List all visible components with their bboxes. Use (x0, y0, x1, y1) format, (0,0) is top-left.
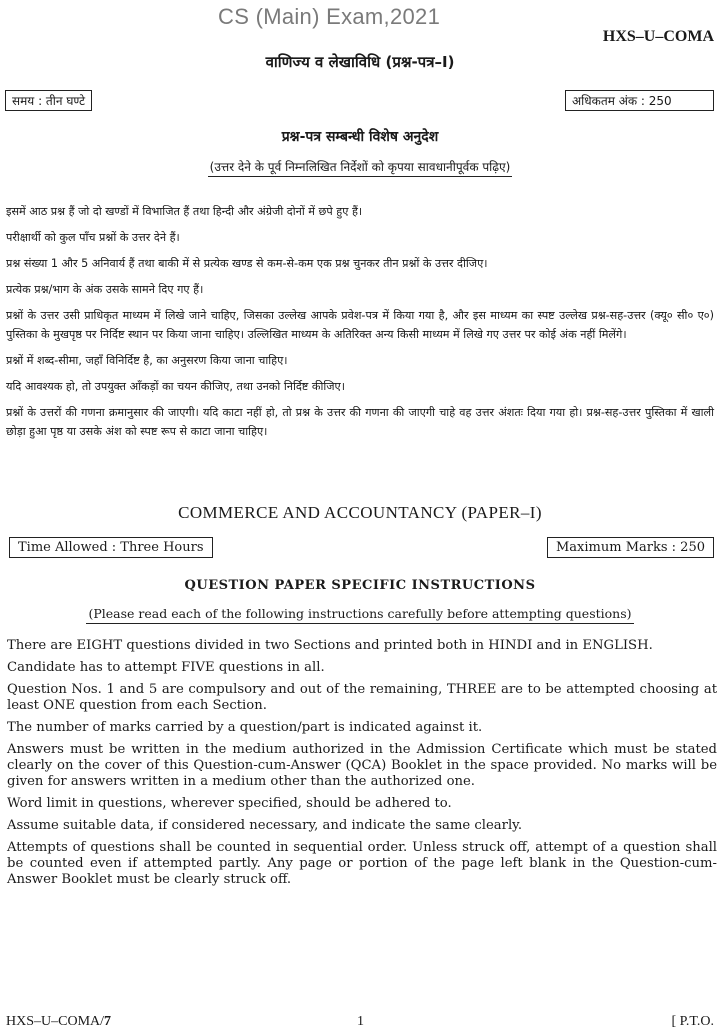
english-instructions-heading: QUESTION PAPER SPECIFIC INSTRUCTIONS (184, 578, 536, 593)
hindi-instruction: यदि आवश्यक हो, तो उपयुक्त आँकड़ों का चयन कीजिए, तथा उनको निर्दिष्ट कीजिए। (6, 380, 345, 393)
hindi-time-allowed: समय : तीन घण्टे (5, 90, 92, 111)
english-instruction: Word limit in questions, wherever specified, should be adhered to. (7, 796, 452, 811)
english-instruction: Answers must be written in the medium authorized in the Admission Certificate which must be stated clearly on the cover of this Question-cum-Answer (QCA) Booklet in the space provided. No marks will be given for answers written in a medium other than the authorized one. (7, 742, 717, 789)
hindi-instruction: इसमें आठ प्रश्न हैं जो दो खण्डों में विभाजित हैं तथा हिन्दी और अंग्रेजी दोनों में छपे हुए हैं। (6, 205, 363, 218)
please-turn-over: [ P.T.O. (671, 1014, 714, 1029)
english-max-marks: Maximum Marks : 250 (547, 537, 714, 558)
english-instruction: Question Nos. 1 and 5 are compulsory and out of the remaining, THREE are to be attempted choosing at least ONE question from each Section. (7, 682, 717, 713)
english-instruction: Candidate has to attempt FIVE questions in all. (7, 660, 325, 675)
hindi-max-marks: अधिकतम अंक : 250 (565, 90, 714, 111)
hindi-instructions-heading: प्रश्न-पत्र सम्बन्धी विशेष अनुदेश (281, 129, 439, 145)
hindi-subheading-text: (उत्तर देने के पूर्व निम्नलिखित निर्देशों को कृपया सावधानीपूर्वक पढ़िए) (208, 160, 513, 177)
english-subheading-text: (Please read each of the following instructions carefully before attempting questions) (86, 606, 633, 624)
english-instruction: The number of marks carried by a question/part is indicated against it. (7, 720, 483, 735)
hindi-instruction: प्रश्नों के उत्तर उसी प्राधिकृत माध्यम में लिखे जाने चाहिए, जिसका उल्लेख आपके प्रवेश-पत्र में किया गया है, और इस माध्यम का स्पष्ट उल्लेख प्रश्न-सह-उत्तर (क्यू० सी० ए०) पुस्तिका के मुखपृष्ठ पर निर्दिष्ट स्थान पर किया जाना चाहिए। उल्लिखित माध्यम के अतिरिक्त अन्य किसी माध्यम में लिखे गए उत्तर पर कोई अंक नहीं मिलेंगे। (6, 309, 714, 341)
page-number: 1 (357, 1014, 364, 1029)
hindi-instruction: प्रत्येक प्रश्न/भाग के अंक उसके सामने दिए गए हैं। (6, 283, 204, 296)
hindi-instruction: प्रश्नों के उत्तरों की गणना क्रमानुसार की जाएगी। यदि काटा नहीं हो, तो प्रश्न के उत्तर की गणना की जाएगी चाहे वह उत्तर अंशतः दिया गया हो। प्रश्न-सह-उत्तर पुस्तिका में खाली छोड़ा हुआ पृष्ठ या उसके अंश को स्पष्ट रूप से काटा जाना चाहिए। (6, 406, 714, 438)
footer-code-number: 7 (104, 1014, 112, 1029)
hindi-instruction: प्रश्न संख्या 1 और 5 अनिवार्य हैं तथा बाकी में से प्रत्येक खण्ड से कम-से-कम एक प्रश्न चुनकर तीन प्रश्नों के उत्तर दीजिए। (6, 257, 488, 270)
footer-paper-code (6, 1014, 111, 1030)
exam-stamp: CS (Main) Exam,2021 (218, 4, 441, 29)
paper-code: HXS–U–COMA (602, 28, 714, 45)
english-instruction: Attempts of questions shall be counted in sequential order. Unless struck off, attempt of a question shall be counted even if attempted partly. Any page or portion of the page left blank in the Question-cum-Answer Booklet must be clearly struck off. (7, 840, 717, 887)
english-instructions-subheading (0, 606, 720, 621)
hindi-instructions-subheading (0, 158, 720, 175)
english-instruction: There are EIGHT questions divided in two Sections and printed both in HINDI and in ENGLISH. (7, 638, 653, 653)
hindi-instruction: परीक्षार्थी को कुल पाँच प्रश्नों के उत्तर देने हैं। (6, 231, 180, 244)
hindi-instructions-list (6, 202, 714, 448)
hindi-instruction: प्रश्नों में शब्द-सीमा, जहाँ विनिर्दिष्ट है, का अनुसरण किया जाना चाहिए। (6, 354, 288, 367)
english-instructions-list (7, 638, 717, 894)
hindi-paper-title: वाणिज्य व लेखाविधि (प्रश्न-पत्र–I) (265, 53, 455, 71)
footer-code-text: HXS–U–COMA/ (6, 1014, 105, 1029)
english-paper-title: COMMERCE AND ACCOUNTANCY (PAPER–I) (178, 503, 542, 522)
english-instruction: Assume suitable data, if considered necessary, and indicate the same clearly. (7, 818, 523, 833)
english-time-allowed: Time Allowed : Three Hours (9, 537, 213, 558)
